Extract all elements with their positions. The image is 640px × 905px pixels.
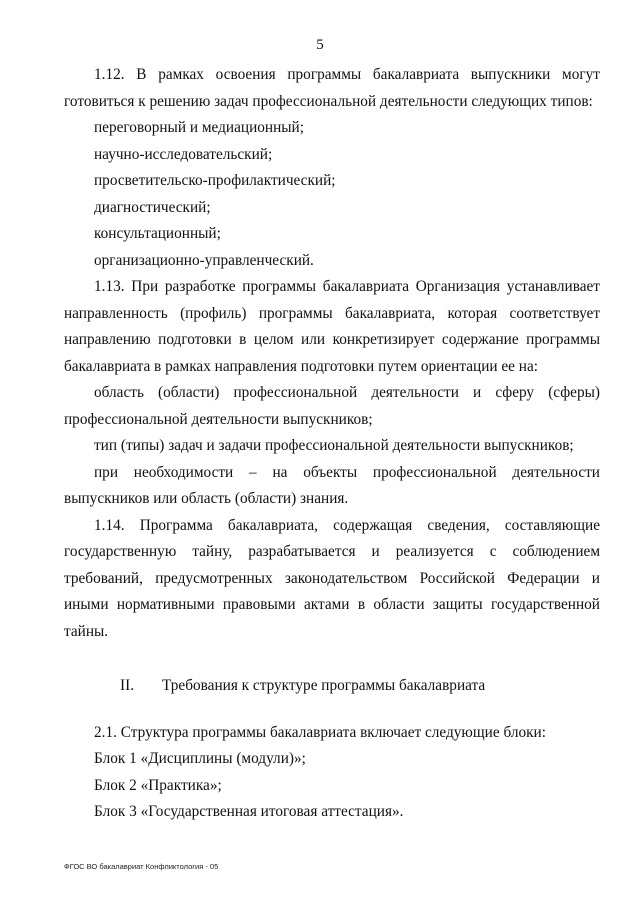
paragraph-1-12: 1.12. В рамках освоения программы бакалавриата выпускники могут готовиться к решению задач профессиональной деятельности следующих типов: [64, 66, 600, 110]
footer-caption: ФГОС ВО бакалавриат Конфликтология - 05 [64, 862, 219, 871]
blocks-list [64, 746, 600, 826]
list-item: переговорный и медиационный; [94, 119, 304, 136]
list-item: Блок 2 «Практика»; [94, 776, 222, 794]
list-item: организационно-управленческий. [94, 251, 314, 269]
orientation-list [64, 380, 600, 513]
list-item: диагностический; [94, 198, 211, 216]
activity-types-list [64, 115, 600, 274]
list-item: область (области) профессиональной деятельности и сферу (сферы) профессиональной деятельности выпускников; [64, 384, 600, 428]
list-item: консультационный; [94, 225, 221, 242]
list-item: научно-исследовательский; [94, 145, 273, 163]
paragraph-1-13: 1.13. При разработке программы бакалавриата Организация устанавливает направленность (профиль) программы бакалавриата, которая соответствует направлению подготовки в целом или конкретизирует содержание программы бакалавриата в рамках направления подготовки путем ориентации ее на: [64, 278, 600, 375]
page-number: 5 [316, 37, 324, 53]
section-number: II. [120, 677, 135, 694]
section-title: Требования к структуре программы бакалавриата [162, 677, 486, 694]
list-item: Блок 1 «Дисциплины (модули)»; [94, 750, 306, 767]
list-item: Блок 3 «Государственная итоговая аттестация». [94, 803, 404, 820]
list-item: просветительско-профилактический; [94, 172, 336, 189]
paragraph-2-1: 2.1. Структура программы бакалавриата включает следующие блоки: [94, 723, 546, 741]
document-body [64, 62, 600, 826]
list-item: тип (типы) задач и задачи профессиональной деятельности выпускников; [94, 437, 574, 454]
section-heading [64, 673, 600, 700]
paragraph-1-14: 1.14. Программа бакалавриата, содержащая сведения, составляющие государственную тайну, разрабатывается и реализуется с соблюдением требований, предусмотренных законодательством Российской Федерации и иными нормативными правовыми актами в области защиты государственной тайны. [64, 516, 600, 640]
list-item: при необходимости – на объекты профессиональной деятельности выпускников или область (области) знания. [64, 463, 600, 507]
